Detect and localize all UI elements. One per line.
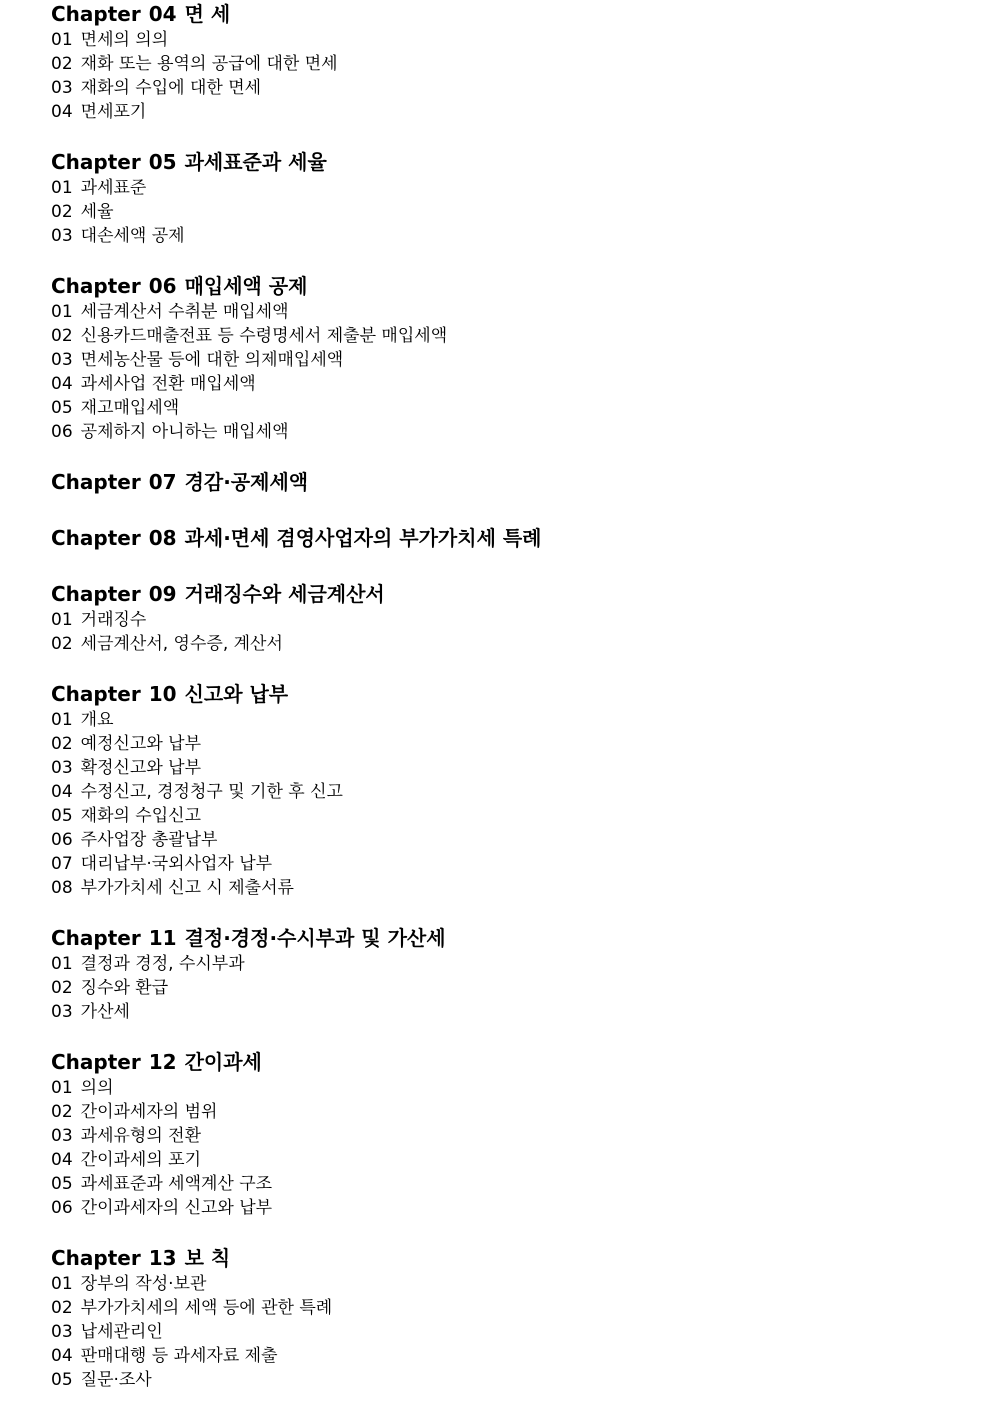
item-number: 05 — [51, 1370, 73, 1390]
list-item — [51, 852, 971, 876]
chapter-heading — [51, 0, 971, 28]
item-number: 02 — [51, 734, 73, 754]
list-item — [51, 1272, 971, 1296]
list-item — [51, 732, 971, 756]
item-text: 간이과세자의 범위 — [80, 1102, 218, 1122]
list-item — [51, 804, 971, 828]
chapter-number: 13 — [148, 1246, 177, 1270]
item-text: 면세포기 — [80, 102, 147, 122]
list-item — [51, 1076, 971, 1100]
item-text: 거래징수 — [80, 610, 147, 630]
chapter-number: 04 — [148, 2, 177, 26]
item-number: 02 — [51, 1102, 73, 1122]
list-item — [51, 348, 971, 372]
list-item — [51, 1296, 971, 1320]
chapter-title: 면 세 — [184, 2, 231, 26]
chapter-label: Chapter — [51, 1050, 141, 1074]
item-text: 부가가치세 신고 시 제출서류 — [80, 878, 294, 898]
list-item — [51, 1344, 971, 1368]
list-item — [51, 876, 971, 900]
list-item — [51, 224, 971, 248]
item-number: 05 — [51, 1174, 73, 1194]
item-text: 의의 — [80, 1078, 114, 1098]
list-item — [51, 28, 971, 52]
chapter-title: 보 칙 — [184, 1246, 231, 1270]
item-text: 장부의 작성·보관 — [80, 1274, 207, 1294]
item-text: 세금계산서 수취분 매입세액 — [80, 302, 289, 322]
item-number: 08 — [51, 878, 73, 898]
table-of-contents — [51, 0, 971, 1416]
item-number: 04 — [51, 1346, 73, 1366]
chapter-section — [51, 524, 971, 552]
item-text: 징수와 환급 — [80, 978, 169, 998]
chapter-label: Chapter — [51, 926, 141, 950]
item-text: 과세사업 전환 매입세액 — [80, 374, 256, 394]
item-text: 신용카드매출전표 등 수령명세서 제출분 매입세액 — [80, 326, 448, 346]
item-text: 재고매입세액 — [80, 398, 180, 418]
item-number: 03 — [51, 350, 73, 370]
chapter-title: 매입세액 공제 — [184, 274, 308, 298]
item-text: 납세관리인 — [80, 1322, 163, 1342]
chapter-title: 과세표준과 세율 — [184, 150, 327, 174]
chapter-label: Chapter — [51, 2, 141, 26]
list-item — [51, 1148, 971, 1172]
chapter-heading — [51, 1244, 971, 1272]
item-text: 대리납부·국외사업자 납부 — [80, 854, 273, 874]
list-item — [51, 632, 971, 656]
item-text: 재화 또는 용역의 공급에 대한 면세 — [80, 54, 338, 74]
list-item — [51, 324, 971, 348]
item-number: 02 — [51, 978, 73, 998]
chapter-heading — [51, 1048, 971, 1076]
item-text: 세금계산서, 영수증, 계산서 — [80, 634, 283, 654]
item-text: 간이과세의 포기 — [80, 1150, 201, 1170]
chapter-number: 12 — [148, 1050, 177, 1074]
item-text: 재화의 수입에 대한 면세 — [80, 78, 262, 98]
item-number: 04 — [51, 1150, 73, 1170]
item-text: 과세표준과 세액계산 구조 — [80, 1174, 273, 1194]
item-number: 01 — [51, 302, 73, 322]
list-item — [51, 952, 971, 976]
chapter-section — [51, 272, 971, 444]
chapter-number: 09 — [148, 582, 177, 606]
chapter-section — [51, 0, 971, 124]
list-item — [51, 1368, 971, 1392]
list-item — [51, 608, 971, 632]
chapter-section — [51, 680, 971, 900]
chapter-heading — [51, 680, 971, 708]
item-number: 01 — [51, 1274, 73, 1294]
item-number: 04 — [51, 102, 73, 122]
item-text: 면세의 의의 — [80, 30, 169, 50]
item-number: 03 — [51, 758, 73, 778]
item-number: 01 — [51, 710, 73, 730]
chapter-label: Chapter — [51, 470, 141, 494]
chapter-heading — [51, 580, 971, 608]
chapter-number: 07 — [148, 470, 177, 494]
item-number: 02 — [51, 54, 73, 74]
chapter-heading — [51, 524, 971, 552]
chapter-heading — [51, 272, 971, 300]
item-number: 01 — [51, 610, 73, 630]
item-text: 질문·조사 — [80, 1370, 152, 1390]
chapter-number: 10 — [148, 682, 177, 706]
item-number: 03 — [51, 226, 73, 246]
chapter-title: 거래징수와 세금계산서 — [184, 582, 385, 606]
item-text: 면세농산물 등에 대한 의제매입세액 — [80, 350, 344, 370]
chapter-label: Chapter — [51, 274, 141, 298]
item-number: 01 — [51, 178, 73, 198]
chapter-title: 결정·경정·수시부과 및 가산세 — [184, 926, 446, 950]
list-item — [51, 420, 971, 444]
item-number: 06 — [51, 1198, 73, 1218]
item-text: 세율 — [80, 202, 114, 222]
item-number: 04 — [51, 782, 73, 802]
chapter-label: Chapter — [51, 682, 141, 706]
list-item — [51, 372, 971, 396]
chapter-number: 11 — [148, 926, 177, 950]
item-text: 확정신고와 납부 — [80, 758, 201, 778]
item-text: 개요 — [80, 710, 114, 730]
item-number: 05 — [51, 806, 73, 826]
chapter-heading — [51, 468, 971, 496]
list-item — [51, 100, 971, 124]
item-number: 02 — [51, 202, 73, 222]
list-item — [51, 52, 971, 76]
item-text: 주사업장 총괄납부 — [80, 830, 218, 850]
item-number: 04 — [51, 374, 73, 394]
chapter-title: 과세·면세 겸영사업자의 부가가치세 특례 — [184, 526, 542, 550]
chapter-section — [51, 924, 971, 1024]
item-text: 공제하지 아니하는 매입세액 — [80, 422, 289, 442]
chapter-title: 경감·공제세액 — [184, 470, 309, 494]
item-number: 03 — [51, 1002, 73, 1022]
list-item — [51, 200, 971, 224]
chapter-number: 05 — [148, 150, 177, 174]
item-text: 과세유형의 전환 — [80, 1126, 201, 1146]
list-item — [51, 828, 971, 852]
chapter-section — [51, 1048, 971, 1220]
chapter-label: Chapter — [51, 150, 141, 174]
list-item — [51, 780, 971, 804]
list-item — [51, 396, 971, 420]
item-number: 07 — [51, 854, 73, 874]
list-item — [51, 300, 971, 324]
list-item — [51, 1124, 971, 1148]
list-item — [51, 76, 971, 100]
item-number: 02 — [51, 326, 73, 346]
item-number: 03 — [51, 1322, 73, 1342]
chapter-title: 간이과세 — [184, 1050, 262, 1074]
chapter-label: Chapter — [51, 582, 141, 606]
list-item — [51, 1172, 971, 1196]
item-text: 대손세액 공제 — [80, 226, 185, 246]
chapter-label: Chapter — [51, 1246, 141, 1270]
list-item — [51, 756, 971, 780]
item-text: 부가가치세의 세액 등에 관한 특례 — [80, 1298, 333, 1318]
chapter-heading — [51, 148, 971, 176]
item-number: 02 — [51, 634, 73, 654]
list-item — [51, 1100, 971, 1124]
chapter-number: 06 — [148, 274, 177, 298]
item-number: 03 — [51, 1126, 73, 1146]
list-item — [51, 708, 971, 732]
item-number: 02 — [51, 1298, 73, 1318]
chapter-title: 신고와 납부 — [184, 682, 289, 706]
chapter-label: Chapter — [51, 526, 141, 550]
chapter-heading — [51, 924, 971, 952]
chapter-section — [51, 1244, 971, 1392]
item-number: 06 — [51, 422, 73, 442]
item-number: 01 — [51, 954, 73, 974]
list-item — [51, 1320, 971, 1344]
item-text: 과세표준 — [80, 178, 147, 198]
item-text: 예정신고와 납부 — [80, 734, 201, 754]
item-text: 가산세 — [80, 1002, 130, 1022]
item-number: 06 — [51, 830, 73, 850]
chapter-section — [51, 580, 971, 656]
chapter-section — [51, 468, 971, 496]
item-number: 03 — [51, 78, 73, 98]
item-number: 01 — [51, 30, 73, 50]
item-text: 수정신고, 경정청구 및 기한 후 신고 — [80, 782, 343, 802]
item-text: 판매대행 등 과세자료 제출 — [80, 1346, 278, 1366]
item-text: 결정과 경정, 수시부과 — [80, 954, 245, 974]
item-text: 재화의 수입신고 — [80, 806, 201, 826]
item-number: 01 — [51, 1078, 73, 1098]
list-item — [51, 1000, 971, 1024]
list-item — [51, 1196, 971, 1220]
chapter-number: 08 — [148, 526, 177, 550]
item-number: 05 — [51, 398, 73, 418]
item-text: 간이과세자의 신고와 납부 — [80, 1198, 273, 1218]
list-item — [51, 176, 971, 200]
list-item — [51, 976, 971, 1000]
chapter-section — [51, 148, 971, 248]
